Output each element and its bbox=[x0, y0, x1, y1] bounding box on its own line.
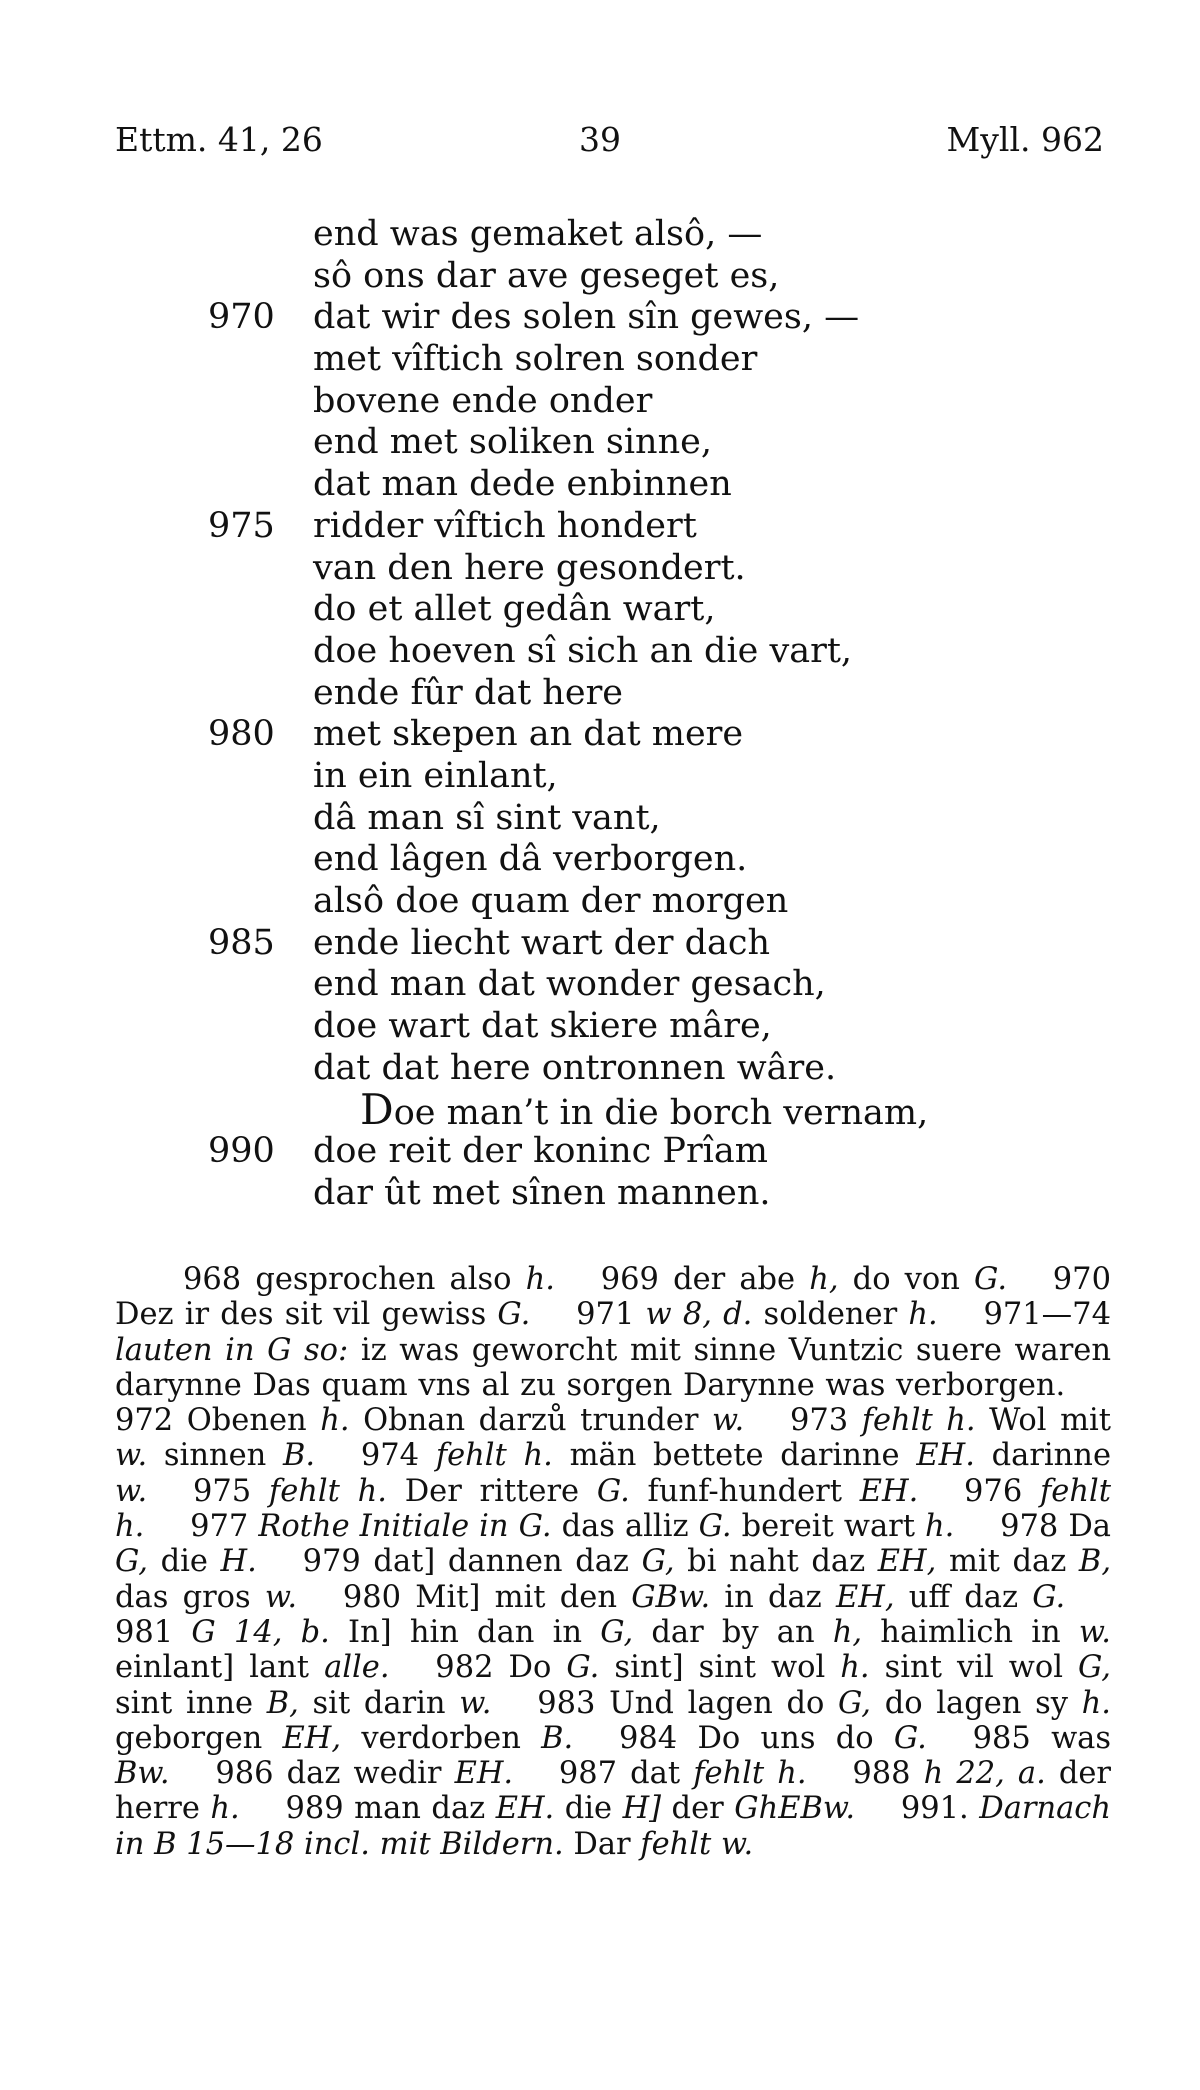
apparatus-siglum: B, bbox=[266, 1685, 299, 1721]
apparatus-text: 968 gesprochen also bbox=[183, 1262, 526, 1297]
apparatus-text: verdorben bbox=[341, 1720, 542, 1756]
apparatus-text: geborgen bbox=[115, 1720, 283, 1756]
verse-line bbox=[0, 339, 1200, 381]
apparatus-siglum: G. bbox=[596, 1473, 630, 1509]
apparatus-siglum: h, bbox=[809, 1262, 839, 1297]
apparatus-text: 989 man daz bbox=[239, 1791, 496, 1827]
verse-line bbox=[0, 464, 1200, 506]
apparatus-siglum: B. bbox=[283, 1438, 316, 1474]
verse-text: alsô doe quam der morgen bbox=[313, 881, 789, 921]
apparatus-siglum: G. bbox=[974, 1262, 1008, 1297]
verse-line bbox=[0, 673, 1200, 715]
apparatus-siglum: h 22, a. bbox=[923, 1756, 1046, 1792]
apparatus-text: haimlich in bbox=[862, 1614, 1079, 1650]
verse-text: sô ons dar ave geseget es, bbox=[313, 255, 780, 296]
apparatus-text: sinnen bbox=[147, 1438, 284, 1474]
verse-text: in ein einlant, bbox=[313, 755, 558, 796]
apparatus-siglum: w. bbox=[1078, 1614, 1111, 1650]
apparatus-text: der herre bbox=[115, 1756, 1111, 1827]
apparatus-text: 985 was bbox=[926, 1720, 1112, 1756]
apparatus-text: 981 bbox=[115, 1579, 1111, 1650]
apparatus-siglum: EH, bbox=[835, 1579, 895, 1615]
apparatus-text: in daz bbox=[710, 1579, 836, 1615]
apparatus-text: 976 bbox=[918, 1473, 1040, 1509]
apparatus-siglum: w. bbox=[115, 1438, 148, 1474]
verse-line bbox=[0, 964, 1200, 1006]
apparatus-siglum: fehlt h. bbox=[861, 1403, 976, 1439]
apparatus-text: funf-hundert bbox=[629, 1473, 860, 1509]
apparatus-text: das alliz bbox=[551, 1509, 699, 1545]
apparatus-siglum: EH. bbox=[916, 1438, 975, 1474]
verse-line bbox=[0, 1048, 1200, 1090]
verse-line bbox=[0, 1131, 1200, 1173]
line-number: 990 bbox=[208, 1131, 275, 1172]
apparatus-siglum: h. bbox=[840, 1650, 870, 1686]
apparatus-siglum: lauten in G so: bbox=[115, 1332, 349, 1368]
line-number: 970 bbox=[208, 297, 275, 338]
apparatus-text: 970 Dez ir des sit vil gewiss bbox=[115, 1262, 1111, 1333]
line-number: 975 bbox=[208, 505, 275, 546]
apparatus-siglum: EH. bbox=[859, 1473, 919, 1509]
verse-line bbox=[0, 297, 1200, 339]
apparatus-text: do lagen sy bbox=[871, 1685, 1082, 1721]
apparatus-text: einlant] lant bbox=[115, 1650, 325, 1686]
verse-text: ende fûr dat here bbox=[313, 672, 624, 713]
apparatus-text: 973 bbox=[744, 1403, 862, 1439]
apparatus-siglum: fehlt h. bbox=[693, 1756, 807, 1792]
verse-line bbox=[0, 1006, 1200, 1048]
apparatus-text: 971—74 bbox=[937, 1297, 1111, 1333]
apparatus-text: 977 bbox=[144, 1509, 259, 1545]
apparatus-text: 986 daz wedir bbox=[169, 1756, 455, 1792]
apparatus-siglum: Darnach in B 15—18 incl. mit Bildern. bbox=[115, 1791, 1112, 1862]
apparatus-text: 980 Mit] mit den bbox=[297, 1579, 632, 1615]
verse-text: end met soliken sinne, bbox=[313, 422, 712, 463]
verse-text: dat dat here ontronnen wâre. bbox=[313, 1047, 837, 1088]
apparatus-text: die bbox=[147, 1544, 221, 1580]
verse-text: end man dat wonder gesach, bbox=[313, 964, 826, 1005]
apparatus-text: 983 Und lagen do bbox=[491, 1685, 839, 1721]
apparatus-siglum: h. bbox=[320, 1403, 350, 1439]
apparatus-siglum: fehlt h. bbox=[115, 1473, 1111, 1545]
verse-line bbox=[0, 589, 1200, 631]
apparatus-siglum: GBw. bbox=[631, 1579, 711, 1615]
apparatus-siglum: h. bbox=[908, 1297, 938, 1333]
textual-apparatus bbox=[115, 1262, 1111, 1862]
apparatus-text: bi naht daz bbox=[674, 1544, 878, 1580]
verse-text: ridder vîftich hondert bbox=[313, 505, 697, 546]
apparatus-text: Wol mit bbox=[975, 1403, 1112, 1439]
verse-text: doe reit der koninc Prîam bbox=[313, 1131, 768, 1172]
apparatus-text: 984 Do uns do bbox=[573, 1720, 894, 1756]
apparatus-siglum: Rothe Initiale in G. bbox=[258, 1509, 552, 1545]
apparatus-text: der bbox=[661, 1791, 735, 1827]
apparatus-siglum: h. bbox=[1081, 1685, 1111, 1721]
verse-text: do et allet gedân wart, bbox=[313, 589, 716, 630]
poem-text bbox=[0, 214, 1200, 1215]
verse-text: end lâgen dâ verborgen. bbox=[313, 839, 748, 880]
apparatus-siglum: G, bbox=[1078, 1650, 1111, 1686]
apparatus-siglum: EH. bbox=[454, 1756, 514, 1792]
apparatus-siglum: G. bbox=[1032, 1579, 1066, 1615]
verse-text: dat man dede enbinnen bbox=[313, 464, 732, 505]
section-initial: D bbox=[360, 1085, 394, 1135]
apparatus-siglum: fehlt h. bbox=[268, 1473, 387, 1509]
verse-text: dat wir des solen sîn gewes, — bbox=[313, 297, 860, 338]
apparatus-text: In] hin dan in bbox=[329, 1614, 601, 1650]
verse-line bbox=[0, 422, 1200, 464]
apparatus-siglum: w. bbox=[459, 1685, 492, 1721]
apparatus-text: Dar bbox=[563, 1826, 641, 1862]
verse-line bbox=[0, 839, 1200, 881]
verse-line bbox=[0, 631, 1200, 673]
apparatus-siglum: h. bbox=[925, 1509, 955, 1545]
apparatus-siglum: fehlt w. bbox=[640, 1826, 754, 1862]
apparatus-siglum: G, bbox=[115, 1544, 148, 1580]
verse-line bbox=[0, 923, 1200, 965]
apparatus-paragraph bbox=[115, 1262, 1111, 1862]
running-head-right: Myll. 962 bbox=[946, 120, 1104, 159]
running-head-left: Ettm. 41, 26 bbox=[115, 120, 323, 159]
apparatus-text: 988 bbox=[806, 1756, 924, 1792]
apparatus-text: 974 bbox=[315, 1438, 436, 1474]
apparatus-text: män bettete darinne bbox=[552, 1438, 917, 1474]
apparatus-text: 982 Do bbox=[389, 1650, 567, 1686]
apparatus-text: sit darin bbox=[298, 1685, 460, 1721]
apparatus-siglum: G, bbox=[838, 1685, 872, 1721]
apparatus-siglum: B, bbox=[1078, 1544, 1112, 1580]
apparatus-text: iz was geworcht mit sinne Vuntzic suere waren darynne Das quam vns al zu sorgen Darynne was verborgen. 972 Obenen bbox=[115, 1332, 1112, 1439]
apparatus-siglum: fehlt h. bbox=[435, 1438, 553, 1474]
verse-line bbox=[0, 381, 1200, 423]
apparatus-siglum: EH. bbox=[495, 1791, 555, 1827]
verse-line bbox=[0, 756, 1200, 798]
verse-text: end was gemaket alsô, — bbox=[313, 214, 763, 254]
verse-line bbox=[0, 1173, 1200, 1215]
apparatus-text: sint inne bbox=[115, 1685, 267, 1721]
apparatus-siglum: w. bbox=[264, 1579, 298, 1615]
apparatus-text: mit daz bbox=[936, 1544, 1079, 1580]
apparatus-text: do von bbox=[838, 1262, 975, 1297]
apparatus-text: uff daz bbox=[894, 1579, 1033, 1615]
apparatus-text: 978 Da bbox=[954, 1509, 1111, 1545]
apparatus-siglum: alle. bbox=[324, 1650, 390, 1686]
verse-text: van den here gesondert. bbox=[313, 547, 746, 588]
verse-text: ende liecht wart der dach bbox=[313, 922, 771, 963]
verse-text-rest: oe man’t in die borch vernam, bbox=[393, 1093, 929, 1134]
apparatus-siglum: H. bbox=[220, 1544, 257, 1580]
apparatus-siglum: G. bbox=[698, 1509, 732, 1545]
verse-line-section-start bbox=[0, 1085, 1200, 1135]
apparatus-text: 979 dat] dannen daz bbox=[256, 1544, 642, 1580]
apparatus-text: bereit wart bbox=[731, 1509, 925, 1545]
verse-text: met skepen an dat mere bbox=[313, 714, 744, 755]
apparatus-siglum: G, bbox=[641, 1544, 675, 1580]
line-number: 980 bbox=[208, 714, 275, 755]
verse-text: met vîftich solren sonder bbox=[313, 339, 758, 380]
verse-text: doe hoeven sî sich an die vart, bbox=[313, 630, 853, 671]
apparatus-siglum: G. bbox=[566, 1650, 600, 1686]
verse-text: doe wart dat skiere mâre, bbox=[313, 1006, 772, 1047]
apparatus-siglum: H] bbox=[622, 1791, 662, 1827]
apparatus-siglum: w. bbox=[712, 1403, 745, 1439]
apparatus-siglum: h, bbox=[832, 1614, 863, 1650]
verse-line bbox=[0, 881, 1200, 923]
apparatus-text: 969 der abe bbox=[554, 1262, 810, 1297]
apparatus-text: dar by an bbox=[633, 1614, 833, 1650]
apparatus-siglum: EH, bbox=[282, 1720, 342, 1756]
apparatus-text: 975 bbox=[147, 1473, 269, 1509]
verse-line bbox=[0, 214, 1200, 256]
page-number: 39 bbox=[579, 120, 621, 159]
verse-text: dar ût met sînen mannen. bbox=[313, 1172, 771, 1213]
verse-line bbox=[0, 714, 1200, 756]
apparatus-siglum: G. bbox=[497, 1297, 531, 1333]
line-number: 985 bbox=[208, 922, 275, 963]
apparatus-siglum: h. bbox=[210, 1791, 240, 1827]
verse-text: bovene ende onder bbox=[313, 380, 653, 421]
apparatus-siglum: B. bbox=[541, 1720, 574, 1756]
verse-text: dâ man sî sint vant, bbox=[313, 797, 661, 838]
apparatus-siglum: G. bbox=[893, 1720, 927, 1756]
verse-text bbox=[360, 1085, 929, 1135]
verse-line bbox=[0, 256, 1200, 298]
apparatus-siglum: GhEBw. bbox=[734, 1791, 856, 1827]
apparatus-text: darinne bbox=[974, 1438, 1111, 1474]
apparatus-text: sint vil wol bbox=[869, 1650, 1079, 1686]
apparatus-siglum: Bw. bbox=[115, 1756, 170, 1792]
apparatus-text: sint] sint wol bbox=[599, 1650, 841, 1686]
apparatus-siglum: w. bbox=[115, 1473, 148, 1509]
apparatus-text: 987 dat bbox=[513, 1756, 694, 1792]
apparatus-text: Obnan darzů trunder bbox=[349, 1403, 713, 1439]
apparatus-text: 971 bbox=[530, 1297, 646, 1333]
verse-line bbox=[0, 798, 1200, 840]
apparatus-siglum: G, bbox=[600, 1614, 634, 1650]
apparatus-siglum: h. bbox=[525, 1262, 555, 1297]
apparatus-text: soldener bbox=[752, 1297, 909, 1333]
apparatus-text: Der rittere bbox=[386, 1473, 597, 1509]
apparatus-siglum: w 8, d. bbox=[645, 1297, 753, 1333]
apparatus-siglum: G 14, b. bbox=[191, 1614, 330, 1650]
verse-line bbox=[0, 548, 1200, 590]
apparatus-text: die bbox=[554, 1791, 623, 1827]
verse-line bbox=[0, 506, 1200, 548]
apparatus-text: 991. bbox=[855, 1791, 980, 1827]
apparatus-siglum: EH, bbox=[877, 1544, 937, 1580]
apparatus-text: das gros bbox=[115, 1579, 265, 1615]
